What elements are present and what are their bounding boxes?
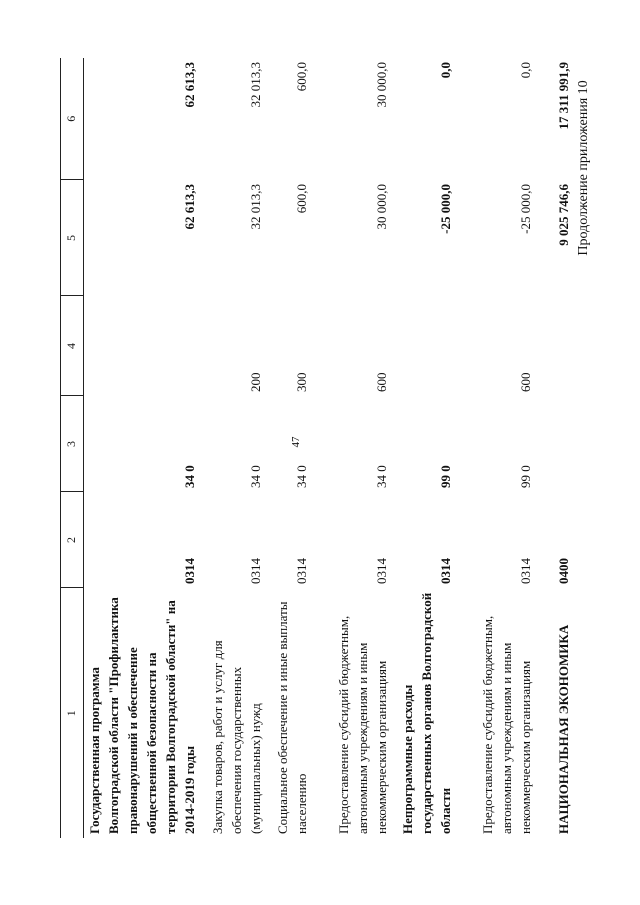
expense-type-code bbox=[394, 296, 458, 396]
amount-b: 0,0 bbox=[437, 62, 453, 79]
header-row bbox=[61, 58, 84, 838]
amount-b: 32 013,3 bbox=[247, 62, 263, 108]
table-row bbox=[538, 58, 581, 838]
expense-type-code bbox=[84, 296, 202, 396]
continuation-label: Продолжение приложения 10 bbox=[576, 80, 591, 256]
amount-a: 600,0 bbox=[293, 184, 309, 214]
column-header: 2 bbox=[61, 492, 84, 588]
row-name: НАЦИОНАЛЬНАЯ ЭКОНОМИКА bbox=[556, 624, 572, 834]
expense-type-code: 300 bbox=[293, 372, 309, 392]
table-row bbox=[84, 58, 202, 838]
target-code: 34 0 bbox=[373, 465, 389, 488]
expense-type-code: 600 bbox=[517, 372, 533, 392]
target-code: 99 0 bbox=[517, 465, 533, 488]
target-code: 34 0 bbox=[247, 465, 263, 488]
row-name: Закупка товаров, работ и услуг для обеспечения государственных (муниципальных) нужд bbox=[209, 640, 263, 834]
section-code: 0314 bbox=[373, 558, 389, 584]
amount-a: 9 025 746,6 bbox=[556, 184, 572, 246]
target-code bbox=[538, 396, 581, 492]
row-name: Непрограммные расходы государственных органов Волгоградской области bbox=[399, 592, 453, 834]
amount-b: 17 311 991,9 bbox=[556, 62, 572, 130]
section-code: 0314 bbox=[247, 558, 263, 584]
amount-b: 600,0 bbox=[293, 62, 309, 92]
section-code: 0314 bbox=[293, 558, 309, 584]
table-row bbox=[394, 58, 458, 838]
amount-a: -25 000,0 bbox=[437, 184, 453, 234]
expense-type-code: 200 bbox=[247, 372, 263, 392]
table-row bbox=[268, 58, 314, 838]
column-header: 3 bbox=[61, 396, 84, 492]
amount-b: 30 000,0 bbox=[373, 62, 389, 108]
amount-a: 32 013,3 bbox=[247, 184, 263, 230]
page-number: 47 bbox=[290, 436, 302, 448]
budget-table bbox=[60, 58, 580, 838]
expense-type-code: 600 bbox=[373, 372, 389, 392]
target-code: 34 0 bbox=[181, 465, 197, 488]
amount-a: 62 613,3 bbox=[181, 184, 197, 230]
row-name: Социальное обеспечение и иные выплаты населению bbox=[274, 601, 309, 834]
row-name: Предоставление субсидий бюджетным, автономным учреждениям и иным некоммерческим организациям bbox=[335, 615, 389, 834]
target-code: 34 0 bbox=[293, 465, 309, 488]
section-code: 0314 bbox=[181, 558, 197, 584]
table-row bbox=[202, 58, 268, 838]
section-code: 0400 bbox=[556, 558, 572, 584]
amount-a: -25 000,0 bbox=[517, 184, 533, 234]
table-row bbox=[458, 58, 538, 838]
section-code: 0314 bbox=[517, 558, 533, 584]
row-name: Предоставление субсидий бюджетным, автономным учреждениям и иным некоммерческим организациям bbox=[479, 615, 533, 834]
row-name: Государственная программа Волгоградской области "Профилактика правонарушений и обеспечение общественной безопасности на территории Волгоградской области" на 2014-2019 годы bbox=[87, 597, 197, 834]
target-code: 99 0 bbox=[437, 465, 453, 488]
amount-b: 62 613,3 bbox=[181, 62, 197, 108]
column-header: 6 bbox=[61, 58, 84, 180]
column-header: 4 bbox=[61, 296, 84, 396]
expense-type-code bbox=[538, 296, 581, 396]
budget-table-container bbox=[60, 58, 580, 838]
amount-b: 0,0 bbox=[517, 62, 533, 79]
column-header: 1 bbox=[61, 588, 84, 838]
column-header: 5 bbox=[61, 180, 84, 296]
table-row bbox=[314, 58, 394, 838]
section-code: 0314 bbox=[437, 558, 453, 584]
amount-a: 30 000,0 bbox=[373, 184, 389, 230]
